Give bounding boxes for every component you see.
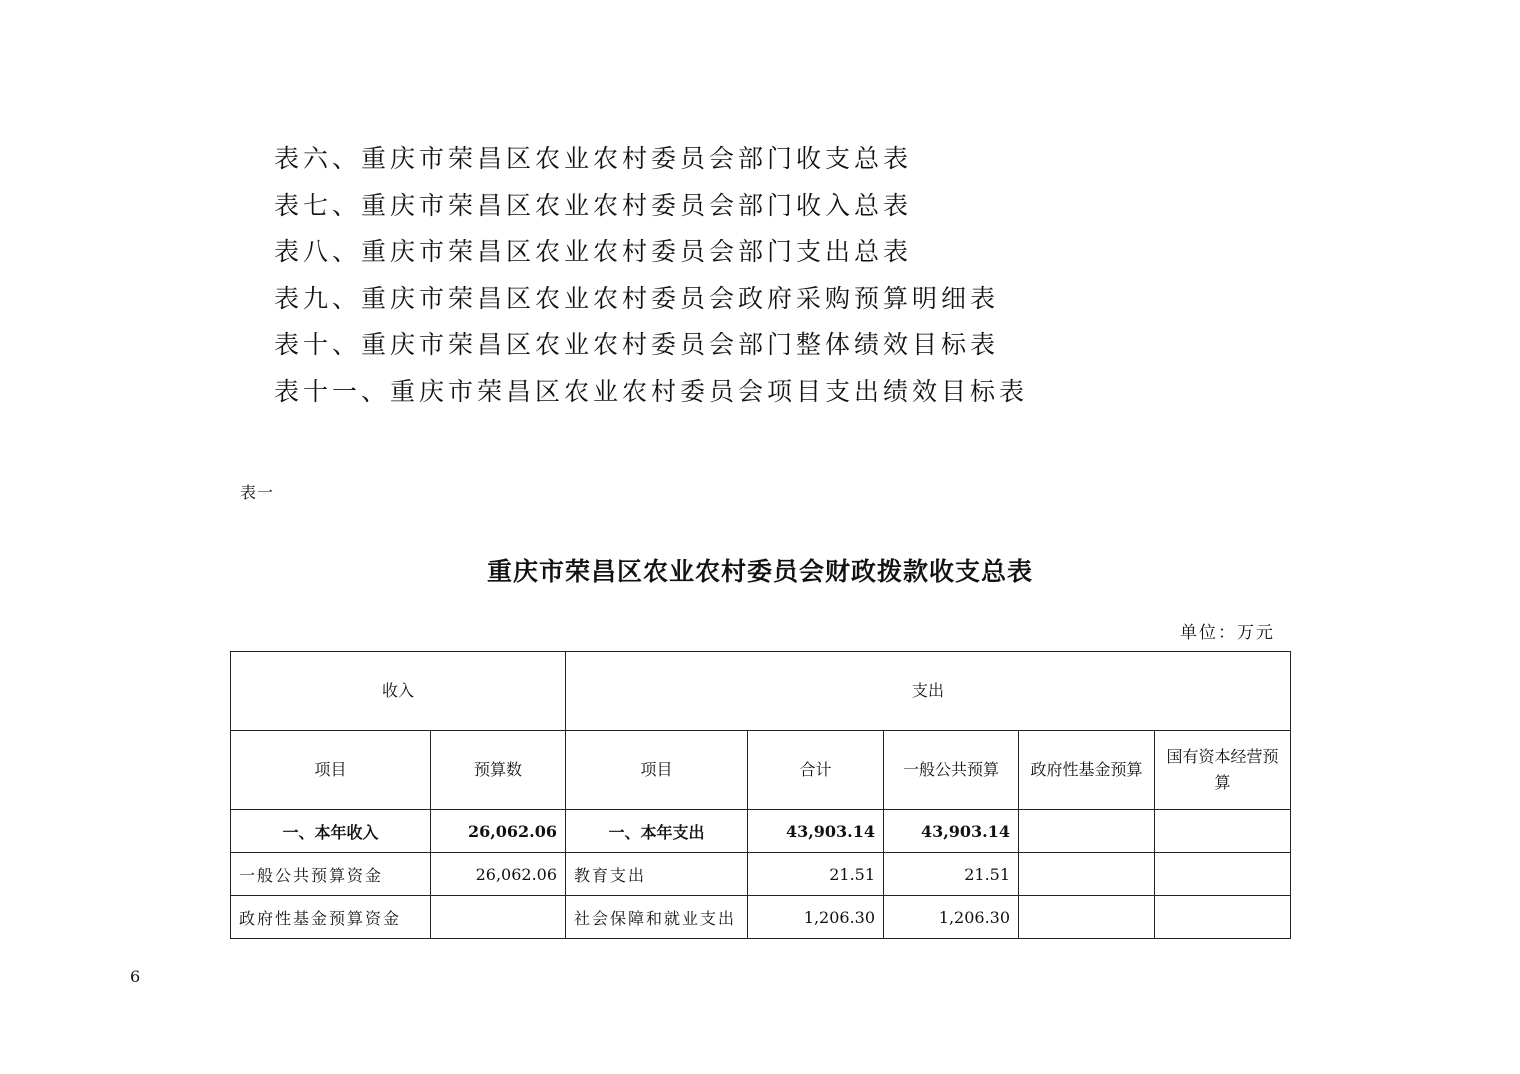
cell: 社会保障和就业支出 (566, 896, 748, 939)
col-header-state-capital-budget: 国有资本经营预算 (1155, 731, 1291, 810)
toc-item: 表十、重庆市荣昌区农业农村委员会部门整体绩效目标表 (274, 330, 1000, 360)
cell: 一、本年收入 (231, 810, 431, 853)
cell (1019, 853, 1155, 896)
expense-group-header: 支出 (566, 652, 1291, 731)
cell: 1,206.30 (748, 896, 884, 939)
cell: 21.51 (884, 853, 1019, 896)
col-header-total: 合计 (748, 731, 884, 810)
table-row (231, 810, 1291, 853)
table-row (231, 853, 1291, 896)
cell: 43,903.14 (748, 810, 884, 853)
toc-item: 表七、重庆市荣昌区农业农村委员会部门收入总表 (274, 190, 913, 220)
cell (1019, 896, 1155, 939)
cell (1155, 896, 1291, 939)
cell (431, 896, 566, 939)
col-header-budget-amount: 预算数 (431, 731, 566, 810)
toc-item: 表八、重庆市荣昌区农业农村委员会部门支出总表 (274, 237, 913, 267)
group-header-row (231, 652, 1291, 731)
cell: 26,062.06 (431, 853, 566, 896)
toc-item: 表九、重庆市荣昌区农业农村委员会政府采购预算明细表 (274, 283, 1000, 313)
cell: 一般公共预算资金 (231, 853, 431, 896)
cell: 教育支出 (566, 853, 748, 896)
col-header-expense-item: 项目 (566, 731, 748, 810)
col-header-income-item: 项目 (231, 731, 431, 810)
table-row (231, 896, 1291, 939)
toc-item: 表十一、重庆市荣昌区农业农村委员会项目支出绩效目标表 (274, 376, 1029, 406)
table-label: 表一 (240, 483, 275, 502)
table-title: 重庆市荣昌区农业农村委员会财政拨款收支总表 (486, 557, 1033, 586)
cell: 21.51 (748, 853, 884, 896)
toc-item: 表六、重庆市荣昌区农业农村委员会部门收支总表 (274, 144, 913, 173)
column-header-row (231, 731, 1291, 810)
cell: 26,062.06 (431, 810, 566, 853)
fiscal-summary-table (230, 651, 1291, 939)
table-of-contents (274, 136, 1028, 416)
cell (1019, 810, 1155, 853)
col-header-gov-fund-budget: 政府性基金预算 (1019, 731, 1155, 810)
page-number: 6 (130, 967, 141, 986)
cell: 政府性基金预算资金 (231, 896, 431, 939)
cell: 1,206.30 (884, 896, 1019, 939)
cell (1155, 853, 1291, 896)
cell: 一、本年支出 (566, 810, 748, 853)
cell (1155, 810, 1291, 853)
income-group-header: 收入 (231, 652, 566, 731)
unit-label: 单位：万元 (1180, 623, 1275, 643)
col-header-general-budget: 一般公共预算 (884, 731, 1019, 810)
cell: 43,903.14 (884, 810, 1019, 853)
